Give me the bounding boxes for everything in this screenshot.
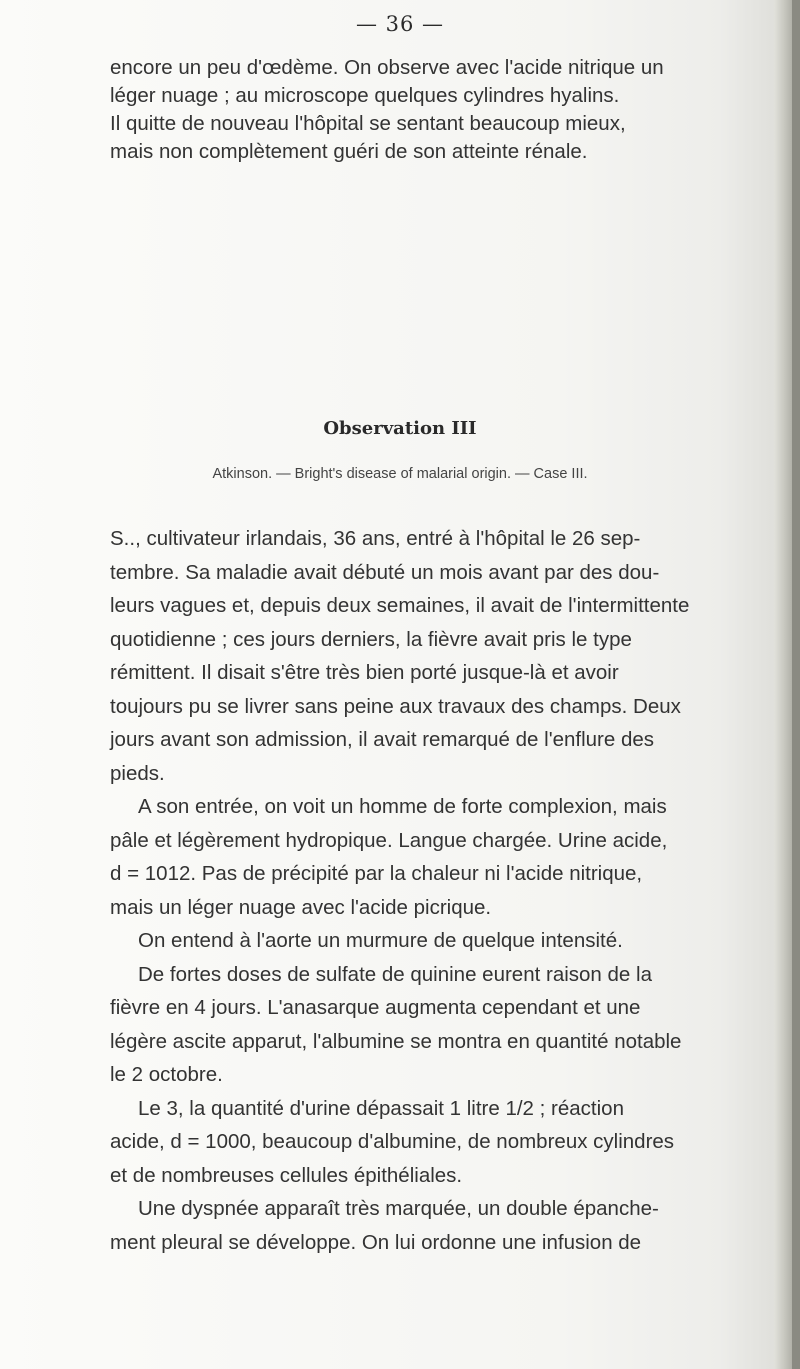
text-line: mais un léger nuage avec l'acide picrique. <box>110 895 492 919</box>
text-line: et de nombreuses cellules épithéliales. <box>110 1163 463 1187</box>
text-line: rémittent. Il disait s'être très bien porté jusque-là et avoir <box>110 661 619 684</box>
text-line: toujours pu se livrer sans peine aux travaux des champs. Deux <box>110 694 681 718</box>
text-line: quotidienne ; ces jours derniers, la fièvre avait pris le type <box>110 627 632 651</box>
page-edge-binding <box>792 0 800 1369</box>
text-line: pieds. <box>110 761 165 785</box>
text-line: mais non complètement guéri de son atteinte rénale. <box>110 140 588 163</box>
text-line: Il quitte de nouveau l'hôpital se sentant beaucoup mieux, <box>110 112 626 135</box>
observation-title: Observation III <box>323 418 477 439</box>
intro-paragraph <box>110 54 700 166</box>
text-line: Le 3, la quantité d'urine dépassait 1 litre 1/2 ; réaction <box>138 1096 624 1120</box>
text-line: De fortes doses de sulfate de quinine eurent raison de la <box>138 962 652 986</box>
text-line: A son entrée, on voit un homme de forte complexion, mais <box>138 795 667 818</box>
text-line: encore un peu d'œdème. On observe avec l'acide nitrique un <box>110 56 664 79</box>
page-number: — 36 — <box>355 12 445 36</box>
observation-body <box>110 522 710 1259</box>
text-line: acide, d = 1000, beaucoup d'albumine, de nombreux cylindres <box>110 1130 675 1153</box>
text-line: d = 1012. Pas de précipité par la chaleur ni l'acide nitrique, <box>110 862 643 885</box>
text-line: Une dyspnée apparaît très marquée, un double épanche- <box>138 1197 659 1220</box>
text-line: pâle et légèrement hydropique. Langue chargée. Urine acide, <box>110 828 668 852</box>
text-line: fièvre en 4 jours. L'anasarque augmenta cependant et une <box>110 996 641 1019</box>
text-line: léger nuage ; au microscope quelques cylindres hyalins. <box>110 84 620 107</box>
text-line: S.., cultivateur irlandais, 36 ans, entré à l'hôpital le 26 sep- <box>110 527 641 550</box>
observation-source: Atkinson. — Bright's disease of malarial origin. — Case III. <box>212 466 588 482</box>
text-line: jours avant son admission, il avait remarqué de l'enflure des <box>110 728 655 751</box>
text-line: leurs vagues et, depuis deux semaines, il avait de l'intermittente <box>110 594 690 617</box>
text-line: légère ascite apparut, l'albumine se montra en quantité notable <box>110 1029 682 1053</box>
text-line: On entend à l'aorte un murmure de quelque intensité. <box>138 929 623 952</box>
text-line: le 2 octobre. <box>110 1063 223 1086</box>
text-line: tembre. Sa maladie avait débuté un mois avant par des dou- <box>110 560 660 584</box>
text-line: ment pleural se développe. On lui ordonne une infusion de <box>110 1230 642 1254</box>
